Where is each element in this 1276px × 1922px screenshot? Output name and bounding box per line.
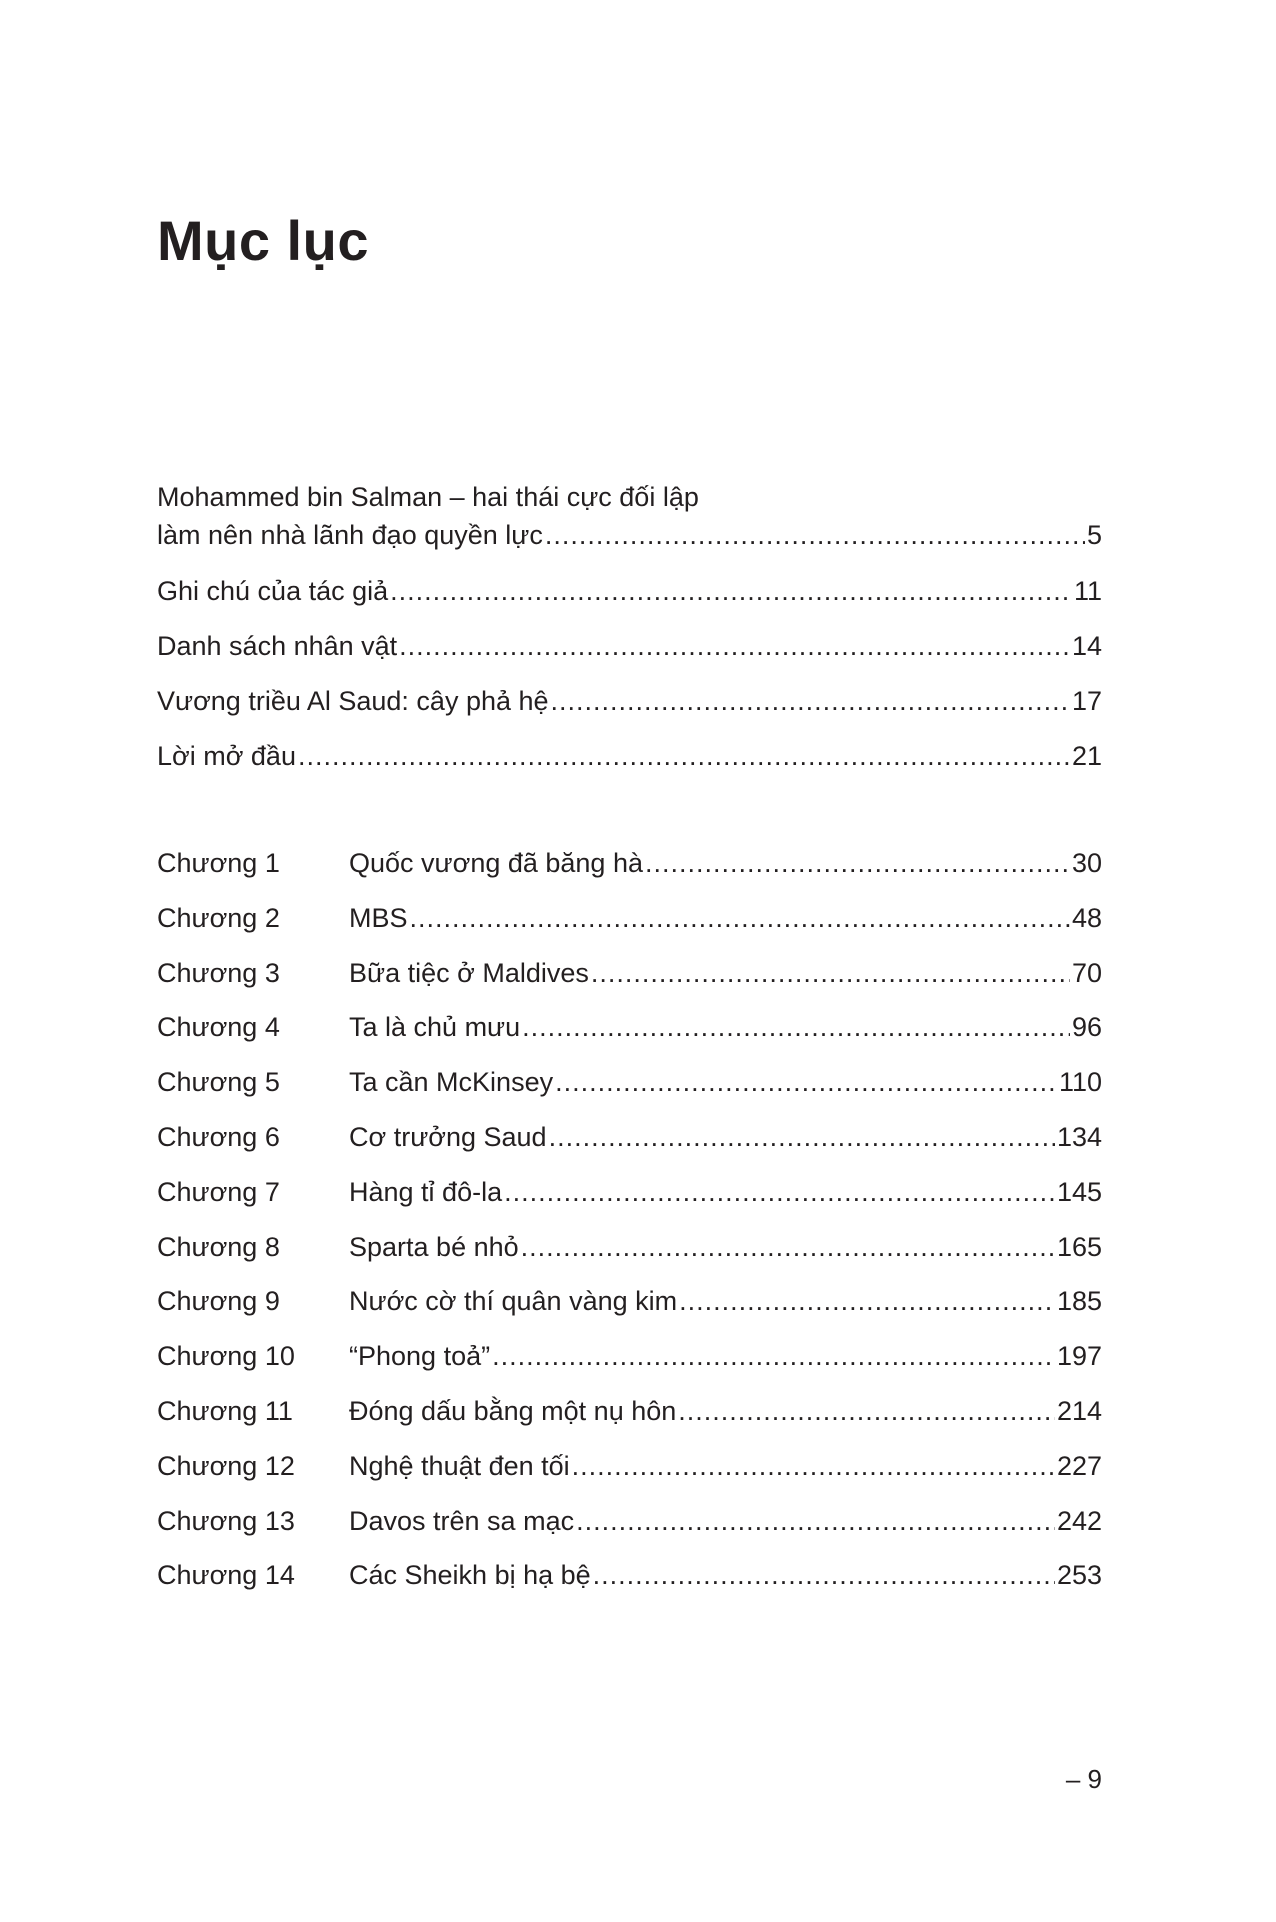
chapter-page: 96 bbox=[1071, 1012, 1102, 1043]
dot-leader bbox=[521, 1228, 1055, 1266]
toc-entry-label: Danh sách nhân vật bbox=[157, 631, 398, 661]
chapter-title: Bữa tiệc ở Maldives bbox=[349, 957, 589, 988]
toc-chapter-entry bbox=[157, 1063, 1102, 1118]
chapter-page: 134 bbox=[1056, 1121, 1102, 1152]
dot-leader bbox=[545, 516, 1085, 554]
chapter-page: 30 bbox=[1071, 848, 1102, 878]
toc-chapter-entry bbox=[157, 954, 1102, 1009]
toc-entry-family-tree bbox=[157, 682, 1102, 737]
chapter-number: Chương 14 bbox=[157, 1560, 295, 1591]
front-matter-list bbox=[157, 478, 1102, 792]
dot-leader bbox=[679, 1282, 1055, 1320]
toc-entry-label: làm nên nhà lãnh đạo quyền lực bbox=[157, 520, 543, 550]
toc-entry-line1: Mohammed bin Salman – hai thái cực đối lập bbox=[157, 482, 699, 512]
chapter-number: Chương 9 bbox=[157, 1286, 280, 1317]
chapter-page: 253 bbox=[1056, 1560, 1102, 1591]
dot-leader bbox=[555, 1063, 1057, 1101]
toc-chapter-entry bbox=[157, 1337, 1102, 1392]
dot-leader bbox=[399, 627, 1070, 665]
chapter-list bbox=[157, 844, 1102, 1611]
dot-leader bbox=[549, 1118, 1055, 1156]
chapter-page: 110 bbox=[1058, 1067, 1102, 1098]
chapter-title: MBS bbox=[349, 902, 408, 933]
chapter-number: Chương 5 bbox=[157, 1067, 280, 1098]
toc-chapter-entry bbox=[157, 1392, 1102, 1447]
toc-chapter-entry bbox=[157, 844, 1102, 899]
chapter-page: 227 bbox=[1056, 1450, 1102, 1481]
toc-entry-page: 5 bbox=[1086, 520, 1102, 550]
toc-chapter-entry bbox=[157, 899, 1102, 954]
chapter-title: Sparta bé nhỏ bbox=[349, 1231, 519, 1262]
chapter-title: Hàng tỉ đô-la bbox=[349, 1176, 503, 1207]
chapter-page: 197 bbox=[1056, 1341, 1102, 1372]
toc-chapter-entry bbox=[157, 1282, 1102, 1337]
chapter-page: 214 bbox=[1056, 1395, 1102, 1426]
dot-leader bbox=[576, 1502, 1055, 1540]
chapter-title: Các Sheikh bị hạ bệ bbox=[349, 1560, 591, 1591]
dot-leader bbox=[390, 572, 1072, 610]
toc-entry-intro bbox=[157, 478, 1102, 572]
chapter-number: Chương 13 bbox=[157, 1505, 295, 1536]
toc-chapter-entry bbox=[157, 1502, 1102, 1557]
chapter-title: Đóng dấu bằng một nụ hôn bbox=[349, 1395, 677, 1426]
chapter-number: Chương 8 bbox=[157, 1231, 280, 1262]
toc-entry-prologue bbox=[157, 737, 1102, 792]
chapter-title: “Phong toả” bbox=[349, 1341, 491, 1372]
toc-chapter-entry bbox=[157, 1173, 1102, 1228]
chapter-title: Cơ trưởng Saud bbox=[349, 1121, 547, 1152]
toc-entry-characters bbox=[157, 627, 1102, 682]
chapter-page: 70 bbox=[1071, 957, 1102, 988]
page-title: Mục lục bbox=[157, 209, 369, 272]
dot-leader bbox=[522, 1008, 1070, 1046]
chapter-number: Chương 12 bbox=[157, 1450, 295, 1481]
dot-leader bbox=[298, 737, 1070, 775]
chapter-number: Chương 6 bbox=[157, 1121, 280, 1152]
dot-leader bbox=[504, 1173, 1055, 1211]
chapter-number: Chương 1 bbox=[157, 848, 280, 878]
chapter-number: Chương 4 bbox=[157, 1012, 280, 1043]
dot-leader bbox=[678, 1392, 1055, 1430]
chapter-page: 145 bbox=[1056, 1176, 1102, 1207]
chapter-number: Chương 2 bbox=[157, 902, 280, 933]
chapter-title: Quốc vương đã băng hà bbox=[349, 848, 643, 878]
toc-chapter-entry bbox=[157, 1556, 1102, 1611]
dot-leader bbox=[593, 1556, 1055, 1594]
page-number: – 9 bbox=[1065, 1764, 1102, 1794]
toc-entry-author-note bbox=[157, 572, 1102, 627]
toc-entry-page: 17 bbox=[1071, 686, 1102, 716]
toc-chapter-entry bbox=[157, 1447, 1102, 1502]
dot-leader bbox=[410, 899, 1070, 937]
toc-chapter-entry bbox=[157, 1118, 1102, 1173]
toc-entry-label: Vương triều Al Saud: cây phả hệ bbox=[157, 686, 549, 716]
chapter-page: 165 bbox=[1056, 1231, 1102, 1262]
chapter-title: Ta cần McKinsey bbox=[349, 1067, 554, 1098]
toc-entry-label: Lời mở đầu bbox=[157, 741, 296, 771]
dot-leader bbox=[492, 1337, 1055, 1375]
dot-leader bbox=[551, 682, 1070, 720]
chapter-title: Nghệ thuật đen tối bbox=[349, 1450, 570, 1481]
toc-chapter-entry bbox=[157, 1228, 1102, 1283]
toc-entry-page: 11 bbox=[1073, 576, 1102, 606]
chapter-number: Chương 3 bbox=[157, 957, 280, 988]
chapter-title: Nước cờ thí quân vàng kim bbox=[349, 1286, 678, 1317]
chapter-number: Chương 11 bbox=[157, 1395, 293, 1426]
chapter-page: 48 bbox=[1071, 902, 1102, 933]
dot-leader bbox=[591, 954, 1070, 992]
chapter-page: 185 bbox=[1056, 1286, 1102, 1317]
dot-leader bbox=[645, 844, 1070, 882]
toc-entry-page: 14 bbox=[1071, 631, 1102, 661]
dot-leader bbox=[572, 1447, 1055, 1485]
toc-chapter-entry bbox=[157, 1008, 1102, 1063]
toc-entry-label: Ghi chú của tác giả bbox=[157, 576, 389, 606]
chapter-number: Chương 10 bbox=[157, 1341, 295, 1372]
chapter-page: 242 bbox=[1056, 1505, 1102, 1536]
chapter-number: Chương 7 bbox=[157, 1176, 280, 1207]
chapter-title: Ta là chủ mưu bbox=[349, 1012, 521, 1043]
chapter-title: Davos trên sa mạc bbox=[349, 1505, 575, 1536]
toc-entry-page: 21 bbox=[1071, 741, 1102, 771]
